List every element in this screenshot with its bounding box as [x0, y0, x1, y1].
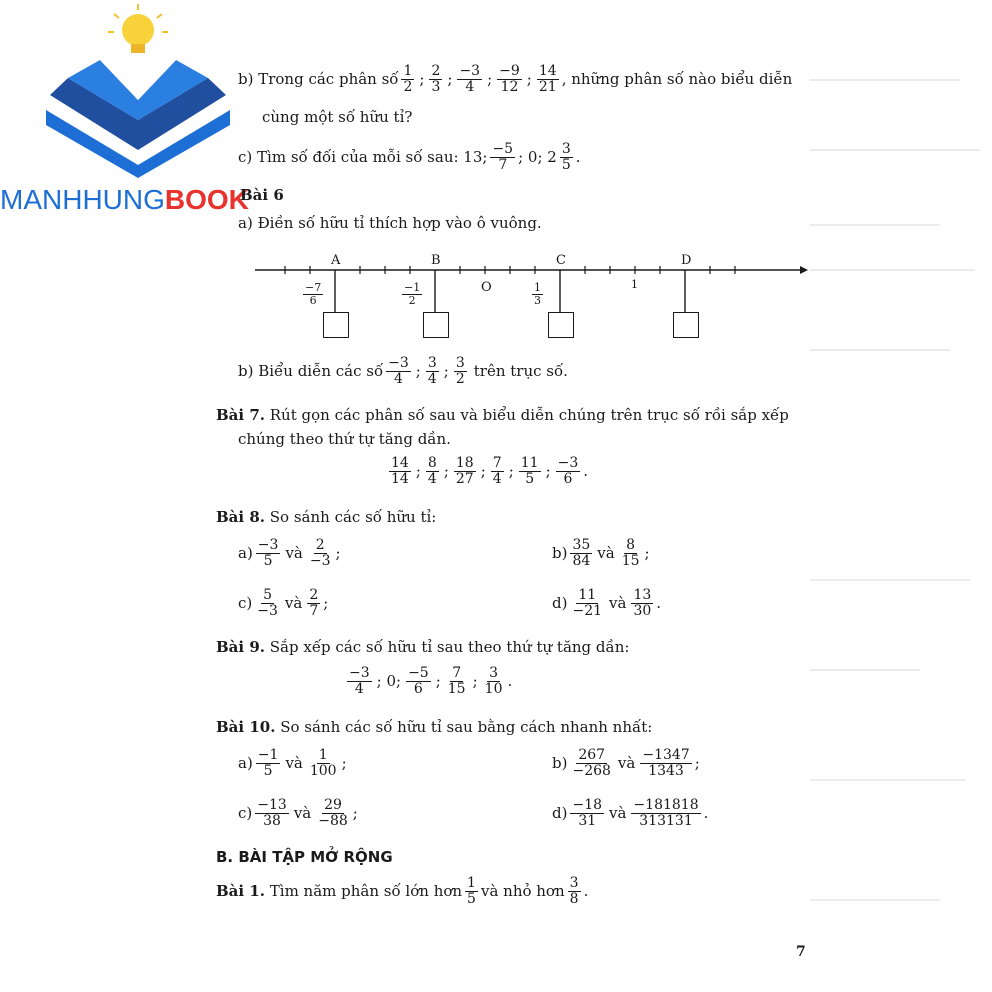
fraction	[491, 456, 504, 486]
fraction	[560, 142, 573, 172]
fraction	[490, 142, 515, 172]
fraction	[568, 876, 581, 906]
denominator: 38	[263, 812, 281, 829]
book-logo-icon	[40, 0, 240, 185]
fraction	[255, 588, 280, 618]
section-b-bai1-title: Bài 1.	[216, 882, 265, 901]
bai6-b-line: b) Biểu diễn các số $\frac{-3}{4}$ ; $\frac{3}{4}$ ; $\frac{3}{2}$ trên trục số.	[238, 355, 568, 387]
numerator: −9	[499, 63, 520, 79]
bai9-title: Bài 9.	[216, 638, 265, 656]
denominator: 14	[391, 470, 409, 487]
numerator: 7	[452, 665, 462, 681]
numerator: −3	[557, 455, 579, 471]
fraction	[426, 456, 439, 486]
fraction	[426, 356, 439, 386]
numerator: 2	[431, 63, 441, 79]
numerator: 11	[578, 587, 597, 603]
answer-box-b[interactable]	[423, 312, 449, 338]
answer-box-c[interactable]	[548, 312, 574, 338]
denominator: 5	[263, 552, 273, 569]
numerator: −1	[257, 747, 279, 763]
denominator: 6	[563, 470, 573, 487]
denominator: 4	[354, 680, 364, 697]
fraction	[386, 356, 411, 386]
denominator: 7	[498, 156, 508, 173]
numerator: 11	[520, 455, 539, 471]
bai5-b-line1: b) Trong các phân số $\frac{1}{2}$ ; $\frac{2}{3}$ ; $\frac{-3}{4}$ ; $\frac{-9}{12}$ ; $\frac{14}{21}$ , những phân số nào biểu diễn	[238, 63, 793, 95]
section-b-heading	[216, 848, 393, 866]
denominator: 5	[263, 762, 273, 779]
numerator: −1	[404, 281, 421, 294]
denominator: 4	[465, 78, 475, 95]
fraction	[429, 64, 442, 94]
numerator: −3	[257, 537, 279, 553]
fraction	[556, 456, 581, 486]
bai5-b-line2-text: cùng một số hữu tỉ?	[262, 108, 413, 126]
brand-accent: BOOK	[164, 184, 249, 215]
section-b-bai1-text: Tìm năm phân số lớn hơn	[269, 882, 463, 901]
numerator: −7	[305, 281, 322, 294]
denominator: 27	[455, 470, 474, 487]
numerator: 8	[427, 455, 437, 471]
item-label: c)	[238, 594, 253, 613]
numerator: −1347	[642, 747, 690, 763]
bai7-fractions: $\frac{14}{14}$ ; $\frac{8}{4}$ ; $\frac{18}{27}$ ; $\frac{7}{4}$ ; $\frac{11}{5}$ ; $\frac{-3}{6}$ .	[391, 455, 589, 487]
numerator: 13	[633, 587, 652, 603]
bai8-d: d) $\frac{11}{-21}$ và $\frac{13}{30}$ .	[552, 587, 662, 619]
numerator: −3	[349, 665, 370, 681]
denominator: 5	[525, 470, 535, 487]
numerator: 1	[403, 63, 413, 79]
bai5-c-intro: c) Tìm số đối của mỗi số sau: 13;	[238, 148, 488, 167]
fraction	[446, 666, 468, 696]
denominator: 7	[309, 602, 319, 619]
bai7-text1: Rút gọn các phân số sau và biểu diễn chúng trên trục số rồi sắp xếp	[269, 406, 789, 424]
fraction	[570, 748, 612, 778]
numerator: −3	[388, 355, 409, 371]
bai8-b: b) $\frac{35}{84}$ và $\frac{8}{15}$ ;	[552, 537, 650, 569]
numerator: −5	[492, 141, 514, 157]
fraction	[454, 456, 476, 486]
denominator: 1343	[648, 762, 684, 779]
tick-label-one: 1	[631, 278, 638, 291]
bai8-text: So sánh các số hữu tỉ:	[269, 508, 437, 526]
denominator: −3	[309, 552, 331, 569]
bai8-a: a) $\frac{-3}{5}$ và $\frac{2}{-3}$ ;	[238, 537, 341, 569]
and-word: và	[285, 544, 303, 563]
bai10-c: c) $\frac{-13}{38}$ và $\frac{29}{-88}$ ;	[238, 797, 358, 829]
numerator: 7	[492, 455, 502, 471]
denominator: 4	[427, 370, 437, 387]
bai7-text2: chúng theo thứ tự tăng dần.	[238, 430, 451, 448]
denominator: 15	[621, 552, 640, 569]
bai10-line	[216, 718, 652, 736]
denominator: 5	[467, 890, 476, 907]
bai9-text: Sắp xếp các số hữu tỉ sau theo thứ tự tăng dần:	[269, 638, 630, 656]
denominator: 2	[408, 293, 416, 307]
bai6-a-text-value: a) Điền số hữu tỉ thích hợp vào ô vuông.	[238, 214, 542, 232]
fraction	[620, 538, 642, 568]
numerator: 267	[578, 747, 606, 763]
denominator: 10	[484, 680, 503, 697]
section-b-heading-text: B. BÀI TẬP MỞ RỘNG	[216, 848, 393, 866]
numerator: 2	[315, 537, 325, 553]
denominator: 30	[633, 602, 652, 619]
answer-box-d[interactable]	[673, 312, 699, 338]
fraction	[307, 588, 320, 618]
denominator: 6	[413, 680, 423, 697]
denominator: 4	[492, 470, 502, 487]
fraction	[640, 748, 691, 778]
brand-main: MANHHUNG	[0, 184, 165, 215]
bai6-b-tail: trên trục số.	[473, 362, 568, 381]
bai5-c-mid: ; 0; 2	[518, 148, 557, 167]
bai6-title-text: Bài 6	[240, 186, 284, 204]
denominator: 100	[309, 762, 337, 779]
fraction	[537, 64, 559, 94]
bai8-title: Bài 8.	[216, 508, 265, 526]
tick-label-neg7-6	[300, 282, 326, 306]
and-word: và	[293, 804, 312, 823]
numerator: −13	[257, 797, 287, 813]
item-label: b)	[552, 544, 568, 563]
fraction	[401, 64, 414, 94]
and-word: và	[609, 804, 627, 823]
denominator: 84	[572, 552, 591, 569]
fraction	[256, 538, 281, 568]
and-word: và	[284, 594, 303, 613]
numerator: 3	[427, 355, 437, 371]
bai6-title	[240, 186, 284, 204]
fraction	[256, 748, 281, 778]
fraction	[519, 456, 541, 486]
bai7-line1	[216, 406, 789, 424]
brand-logo	[0, 184, 249, 216]
item-label: a)	[238, 544, 253, 563]
fraction	[454, 356, 467, 386]
fraction	[457, 64, 482, 94]
denominator: 31	[578, 812, 597, 829]
fraction	[631, 798, 700, 828]
item-label: a)	[238, 754, 253, 773]
point-d: D	[681, 253, 692, 268]
denominator: 12	[500, 78, 519, 95]
and-word: và	[609, 594, 627, 613]
denominator: 3	[431, 78, 441, 95]
numerator: 29	[324, 797, 342, 813]
fraction	[316, 798, 350, 828]
bai10-d: d) $\frac{-18}{31}$ và $\frac{-181818}{313131}$ .	[552, 797, 709, 829]
fraction	[465, 876, 478, 906]
bai9-fractions: $\frac{-3}{4}$ ; 0; $\frac{-5}{6}$ ; $\frac{7}{15}$ ; $\frac{3}{10}$ .	[349, 665, 513, 697]
fraction	[406, 666, 431, 696]
numerator: −5	[408, 665, 429, 681]
bai10-title: Bài 10.	[216, 718, 276, 736]
numerator: 1	[534, 281, 541, 294]
bai5-b-tail: , những phân số nào biểu diễn	[561, 70, 793, 89]
fraction	[631, 588, 653, 618]
bai6-a-text	[238, 214, 542, 232]
bai5-b-line2	[262, 108, 412, 126]
fraction	[570, 798, 604, 828]
bai7-title: Bài 7.	[216, 406, 265, 424]
denominator: 313131	[639, 812, 693, 829]
numerator: 1	[318, 747, 328, 763]
bai10-b: b) $\frac{267}{-268}$ và $\frac{-1347}{1343}$ ;	[552, 747, 700, 779]
denominator: 15	[447, 680, 466, 697]
item-label: d)	[552, 594, 568, 613]
numerator: 2	[309, 587, 319, 603]
numerator: −18	[572, 797, 603, 813]
point-a: A	[331, 253, 341, 268]
bai6-b-intro: b) Biểu diễn các số	[238, 362, 384, 381]
denominator: 2	[403, 78, 413, 95]
bai8-c: c) $\frac{5}{-3}$ và $\frac{2}{7}$ ;	[238, 587, 329, 619]
numerator: 35	[572, 537, 591, 553]
and-word: và	[597, 544, 615, 563]
fraction	[308, 748, 339, 778]
denominator: 8	[569, 890, 579, 907]
bai5-c-line	[238, 142, 581, 172]
numerator: 3	[455, 355, 465, 371]
bai5-b-intro: b) Trong các phân số	[238, 70, 399, 89]
fraction	[347, 666, 372, 696]
bai10-text: So sánh các số hữu tỉ sau bằng cách nhanh nhất:	[280, 718, 653, 736]
denominator: 4	[427, 470, 437, 487]
fraction	[255, 798, 289, 828]
denominator: 21	[538, 78, 557, 95]
item-label: b)	[552, 754, 568, 773]
bai9-line	[216, 638, 629, 656]
and-word: và	[617, 754, 636, 773]
zero-text: ; 0;	[376, 672, 402, 691]
fraction	[497, 64, 522, 94]
denominator: 6	[309, 293, 317, 307]
item-label: c)	[238, 804, 253, 823]
numerator: 14	[391, 455, 409, 471]
numerator: −3	[459, 63, 481, 79]
numerator: 18	[455, 455, 474, 471]
item-label: d)	[552, 804, 568, 823]
denominator: −88	[318, 812, 348, 829]
fraction	[483, 666, 505, 696]
numerator: 3	[489, 665, 499, 681]
bai8-line	[216, 508, 436, 526]
numerator: 5	[263, 587, 273, 603]
denominator: 5	[561, 156, 571, 173]
point-c: C	[556, 253, 566, 268]
denominator: 4	[394, 370, 403, 387]
denominator: 3	[534, 293, 541, 307]
denominator: 2	[455, 370, 465, 387]
denominator: −3	[257, 602, 278, 619]
fraction	[570, 588, 604, 618]
bai10-a: a) $\frac{-1}{5}$ và $\frac{1}{100}$ ;	[238, 747, 347, 779]
numerator: 3	[561, 141, 571, 157]
origin-label: O	[481, 280, 492, 295]
and-word: và	[285, 754, 303, 773]
fraction	[308, 538, 333, 568]
denominator: −21	[572, 602, 603, 619]
numerator: 8	[626, 537, 636, 553]
bai7-line2	[238, 430, 451, 448]
tick-label-neg1-2	[399, 282, 425, 306]
point-b: B	[431, 253, 441, 268]
numerator: 14	[538, 63, 557, 79]
bleed-through-marks	[800, 60, 990, 940]
fraction	[389, 456, 411, 486]
fraction	[570, 538, 592, 568]
bai5-c-end: .	[575, 148, 581, 167]
numerator: 1	[467, 875, 476, 891]
section-b-bai1: Bài 1. Tìm năm phân số lớn hơn $\frac{1}{5}$ và nhỏ hơn $\frac{3}{8}$ .	[216, 875, 589, 907]
numerator: 3	[569, 875, 579, 891]
numerator: −181818	[633, 797, 699, 813]
answer-box-a[interactable]	[323, 312, 349, 338]
page-number: 7	[796, 944, 806, 960]
denominator: −268	[572, 762, 611, 779]
tick-label-1-3	[529, 282, 546, 306]
and-less-text: và nhỏ hơn	[480, 882, 565, 901]
